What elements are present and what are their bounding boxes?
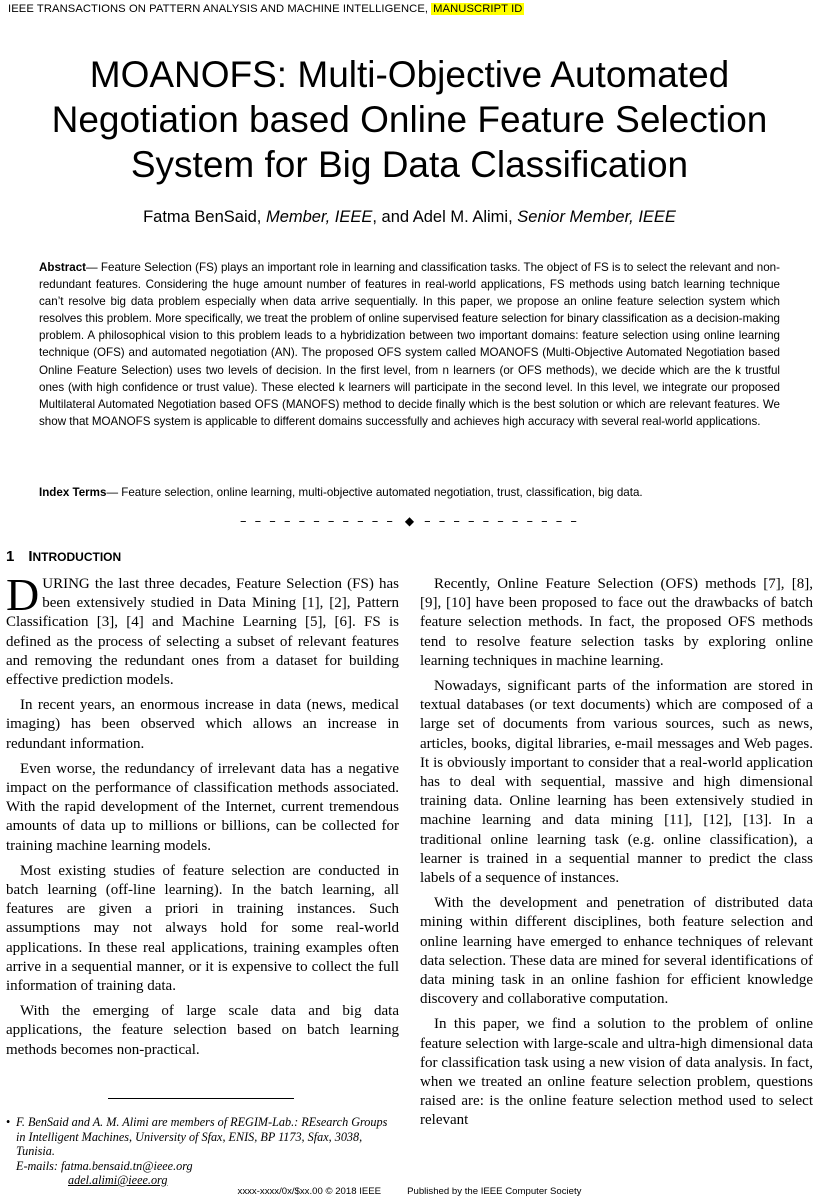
left-paragraph-3: Even worse, the redundancy of irrelevant data has a negative impact on the performance of classification methods associated. With the rapid development of the Internet, current tremendous amounts of data up to millions or billions, can be collected for training machine learning models. xyxy=(6,760,399,854)
author-2-role: Senior Member, IEEE xyxy=(517,208,676,226)
diamond-icon: ◆ xyxy=(404,514,415,528)
divider-dashes-left: – – – – – – – – – – – xyxy=(240,514,395,529)
author-line xyxy=(0,206,819,228)
right-paragraph-4: In this paper, we find a solution to the problem of online feature selection with large-scale and ultra-high dimensional data for classification task using a new vision of data analysis. In fact, when we treated an online feature selection problem, questions raised are: is the online feature selection method used to select relevant xyxy=(420,1016,813,1129)
footer-publisher: Published by the IEEE Computer Society xyxy=(407,1186,582,1197)
right-paragraph-3: With the development and penetration of distributed data mining within different disciplines, both feature selection and online learning have emerged to enhance techniques of relevant data selection. These data are mined for several identifications of data mining task in an online fashion for efficient knowledge discovery and collaborative computation. xyxy=(420,895,813,1008)
abstract-label: Abstract xyxy=(39,261,87,274)
section-heading-introduction xyxy=(6,547,121,567)
left-paragraph-5: With the emerging of large scale data and big data applications, the feature selection based on batch learning methods becomes non-practical. xyxy=(6,1003,399,1058)
journal-name: IEEE TRANSACTIONS ON PATTERN ANALYSIS AND MACHINE INTELLIGENCE, xyxy=(8,3,429,15)
abstract xyxy=(39,259,780,430)
footnote xyxy=(6,1115,399,1188)
section-divider xyxy=(0,511,819,532)
right-paragraph-2: Nowadays, significant parts of the information are stored in textual databases (or text documents) which are composed of a large set of documents from various sources, such as news, articles, books, digital libraries, e-mail messages and Web pages. It is obviously important to consider that a real-world application has to deal with sequential, massive and high dimensional training data. Online learning has been extensively studied in machine learning and data mining [11], [12], [13]. In a traditional online learning task (e.g. online classification), a learner is trained in a sequential manner to predict the class labels of a sequence of instances. xyxy=(420,678,813,887)
section-number: 1 xyxy=(6,548,15,565)
footnote-rule xyxy=(108,1098,294,1099)
manuscript-id-highlight: MANUSCRIPT ID xyxy=(433,3,523,15)
page-footer xyxy=(0,1186,819,1198)
author-conjunction: , and Adel M. Alimi, xyxy=(372,208,513,226)
title-line-1: MOANOFS: Multi-Objective Automated xyxy=(89,54,730,95)
left-column xyxy=(6,569,399,1066)
index-terms xyxy=(39,484,780,501)
dropcap: D xyxy=(6,569,40,620)
left-paragraph-1-text: URING the last three decades, Feature Selection (FS) has been extensively studied in Data Mining [1], [2], Pattern Classification [3], [4] and Machine Learning [5], [6]. FS is defined as the process of selecting a subset of relevant features and removing the redundant ones from a dataset for building effective prediction models. xyxy=(6,576,399,689)
title-line-3: System for Big Data Classification xyxy=(130,144,689,185)
title-line-2: Negotiation based Online Feature Selection xyxy=(51,99,768,140)
footnote-affiliation: F. BenSaid and A. M. Alimi are members of REGIM-Lab.: REsearch Groups in Intelligent Machines, University of Sfax, ENIS, BP 1173, Sfax, 3038, Tunisia. xyxy=(16,1115,388,1158)
index-terms-label: Index Terms xyxy=(39,486,107,499)
section-title-initial: I xyxy=(28,548,33,565)
left-paragraph-4: Most existing studies of feature selection are conducted in batch learning (off-line learning). In the batch learning, all features are given a priori in training instances. Such assumptions may not always hold for some real-world applications. In these real applications, training examples often arrive in a sequential manner, or it is expensive to collect the full information of training data. xyxy=(6,862,399,995)
email-link-alimi[interactable]: adel.alimi@ieee.org xyxy=(68,1173,168,1187)
abstract-text: — Feature Selection (FS) plays an important role in learning and classification tasks. The object of FS is to select the relevant and non-redundant features. Considering the huge amount number of features in real-world applications, FS methods using batch learning technique can’t resolve big data problem especially when data arrive sequentially. In this paper, we propose an online feature selection system which resolves this problem. More specifically, we treat the problem of online supervised feature selection for binary classification as a decision-making problem. A philosophical vision to this problem leads to a hybridization between two important domains: feature selection using online learning technique (OFS) and automated negotiation (AN). The proposed OFS system called MOANOFS (Multi-Objective Automated Negotiation based Online Feature Selection) uses two levels of decision. In the first level, from n learners (or OFS methods), we decide which are the k trustful ones (with high confidence or trust value). These elected k learners will participate in the second level. In this level, we integrate our proposed Multilateral Automated Negotiation based OFS (MANOFS) method to decide finally which is the best solution or which are relevant features. We show that MOANOFS system is applicable to different domains successfully and achieves high accuracy with several real-world applications. xyxy=(39,261,780,428)
right-column xyxy=(420,575,813,1137)
left-paragraph-2: In recent years, an enormous increase in data (news, medical imaging) has been observed which allows an increase in redundant information. xyxy=(6,697,399,752)
author-1-role: Member, IEEE xyxy=(265,208,373,226)
section-title-rest: NTRODUCTION xyxy=(32,550,122,564)
running-head xyxy=(8,1,524,18)
right-paragraph-1: Recently, Online Feature Selection (OFS) methods [7], [8], [9], [10] have been proposed to face out the drawbacks of batch feature selection methods. In fact, the proposed OFS methods tend to resolve feature selection tasks by exploring online learning techniques in machine learning. xyxy=(420,576,813,669)
paper-title xyxy=(0,52,819,187)
footnote-bullet: • xyxy=(6,1115,11,1129)
index-terms-text: — Feature selection, online learning, multi-objective automated negotiation, trust, classification, big data. xyxy=(106,486,643,499)
divider-dashes-right: – – – – – – – – – – – xyxy=(424,514,579,529)
left-paragraph-1 xyxy=(6,569,399,690)
footer-copyright: xxxx-xxxx/0x/$xx.00 © 2018 IEEE xyxy=(237,1186,382,1197)
footnote-emails: E-mails: fatma.bensaid.tn@ieee.org xyxy=(16,1158,193,1173)
author-1-name: Fatma BenSaid, xyxy=(143,208,262,226)
